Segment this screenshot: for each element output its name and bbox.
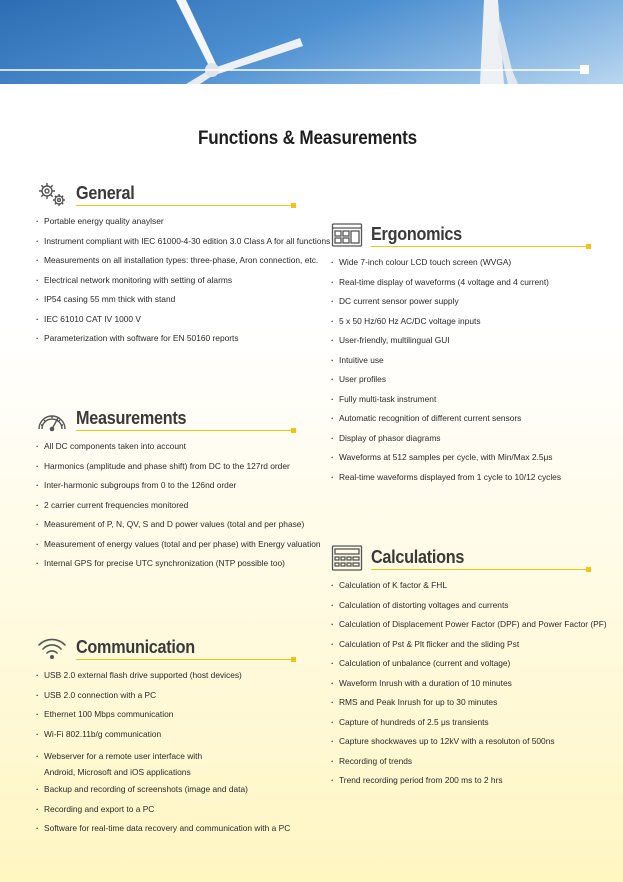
list-item: · DC current sensor power supply <box>331 296 589 306</box>
list-item: · Fully multi-task instrument <box>331 394 589 404</box>
list-item: · Webserver for a remote user interface with Android, Microsoft and iOS applications <box>36 748 226 780</box>
list-item: · Trend recording period from 200 ms to 2 hrs <box>331 775 589 785</box>
list-item: · Wi-Fi 802.11b/g communication <box>36 729 294 739</box>
list-item: · Display of phasor diagrams <box>331 433 589 443</box>
section-rule <box>76 430 294 431</box>
section-header <box>36 634 294 664</box>
section-rule <box>371 569 589 570</box>
turbine-blade <box>176 0 216 68</box>
list-item: · Recording of trends <box>331 756 589 766</box>
gears-icon <box>36 180 68 208</box>
list-item: · Inter-harmonic subgroups from 0 to the 126nd order <box>36 480 294 490</box>
section-rule <box>371 246 589 247</box>
gauge-icon <box>36 405 68 433</box>
list-item: · Software for real-time data recovery and communication with a PC <box>36 823 294 833</box>
header-banner <box>0 0 623 84</box>
list-item: · User-friendly, multilingual GUI <box>331 335 589 345</box>
list-item: · 2 carrier current frequencies monitored <box>36 500 294 510</box>
list-item: · Automatic recognition of different current sensors <box>331 413 589 423</box>
list-item: · Instrument compliant with IEC 61000-4-30 edition 3.0 Class A for all functions <box>36 236 294 246</box>
banner-square <box>580 65 589 74</box>
general-list <box>36 216 331 343</box>
list-item: · 5 x 50 Hz/60 Hz AC/DC voltage inputs <box>331 316 589 326</box>
ergonomics-list <box>331 257 589 482</box>
list-item: · IEC 61010 CAT IV 1000 V <box>36 314 294 324</box>
calculator-icon <box>331 544 363 572</box>
section-calculations <box>331 544 607 795</box>
list-item: · Real-time waveforms displayed from 1 cycle to 10/12 cycles <box>331 472 589 482</box>
list-item: · Calculation of Pst & Plt flicker and the sliding Pst <box>331 639 589 649</box>
list-item: · Calculation of Displacement Power Factor (DPF) and Power Factor (PF) <box>331 619 589 629</box>
list-item: · Measurement of energy values (total and per phase) with Energy valuation <box>36 539 294 549</box>
list-item: · USB 2.0 external flash drive supported (host devices) <box>36 670 294 680</box>
section-ergonomics <box>331 221 589 491</box>
list-item: · Measurements on all installation types: three-phase, Aron connection, etc. <box>36 255 294 265</box>
section-communication <box>36 634 294 843</box>
list-item: · Electrical network monitoring with setting of alarms <box>36 275 294 285</box>
list-item: · USB 2.0 connection with a PC <box>36 690 294 700</box>
list-item: · Capture shockwaves up to 12kV with a resoluton of 500ns <box>331 736 589 746</box>
turbine-blade <box>214 38 303 74</box>
list-item: · Waveforms at 512 samples per cycle, with Min/Max 2.5μs <box>331 452 589 462</box>
section-header <box>331 544 589 574</box>
measurements-list <box>36 441 321 568</box>
list-item: · All DC components taken into account <box>36 441 294 451</box>
list-item: · Calculation of distorting voltages and currents <box>331 600 589 610</box>
list-item: · Calculation of unbalance (current and voltage) <box>331 658 589 668</box>
list-item: · Ethernet 100 Mbps communication <box>36 709 294 719</box>
section-general <box>36 180 331 353</box>
section-header <box>36 405 294 435</box>
list-item: · Portable energy quality anaylser <box>36 216 294 226</box>
list-item: · Backup and recording of screenshots (image and data) <box>36 784 294 794</box>
list-item: · Intuitive use <box>331 355 589 365</box>
section-title: Measurements <box>76 408 187 428</box>
list-item: · Real-time display of waveforms (4 voltage and 4 current) <box>331 277 589 287</box>
section-title: Ergonomics <box>371 224 462 244</box>
section-header <box>331 221 589 251</box>
section-rule <box>76 205 294 206</box>
wifi-icon <box>36 634 68 662</box>
list-item: · Waveform Inrush with a duration of 10 minutes <box>331 678 589 688</box>
section-title: Calculations <box>371 547 465 567</box>
section-measurements <box>36 405 321 578</box>
list-item: · IP54 casing 55 mm thick with stand <box>36 294 294 304</box>
calculations-list <box>331 580 607 785</box>
section-header <box>36 180 294 210</box>
list-item: · Harmonics (amplitude and phase shift) from DC to the 127rd order <box>36 461 294 471</box>
list-item: · Internal GPS for precise UTC synchronization (NTP possible too) <box>36 558 294 568</box>
wind-turbine-illustration <box>0 0 623 84</box>
list-item: · Measurement of P, N, QV, S and D power values (total and per phase) <box>36 519 294 529</box>
list-item: · Capture of hundreds of 2.5 μs transients <box>331 717 589 727</box>
page-title: Functions & Measurements <box>198 128 417 149</box>
list-item: · User profiles <box>331 374 589 384</box>
list-item: · Wide 7-inch colour LCD touch screen (WVGA) <box>331 257 589 267</box>
list-item: · Calculation of K factor & FHL <box>331 580 589 590</box>
section-rule <box>76 659 294 660</box>
list-item: · RMS and Peak Inrush for up to 30 minutes <box>331 697 589 707</box>
list-item: · Parameterization with software for EN 50160 reports <box>36 333 294 343</box>
section-title: Communication <box>76 637 195 657</box>
communication-list <box>36 670 294 833</box>
list-item: · Recording and export to a PC <box>36 804 294 814</box>
screen-icon <box>331 221 363 249</box>
section-title: General <box>76 183 135 203</box>
